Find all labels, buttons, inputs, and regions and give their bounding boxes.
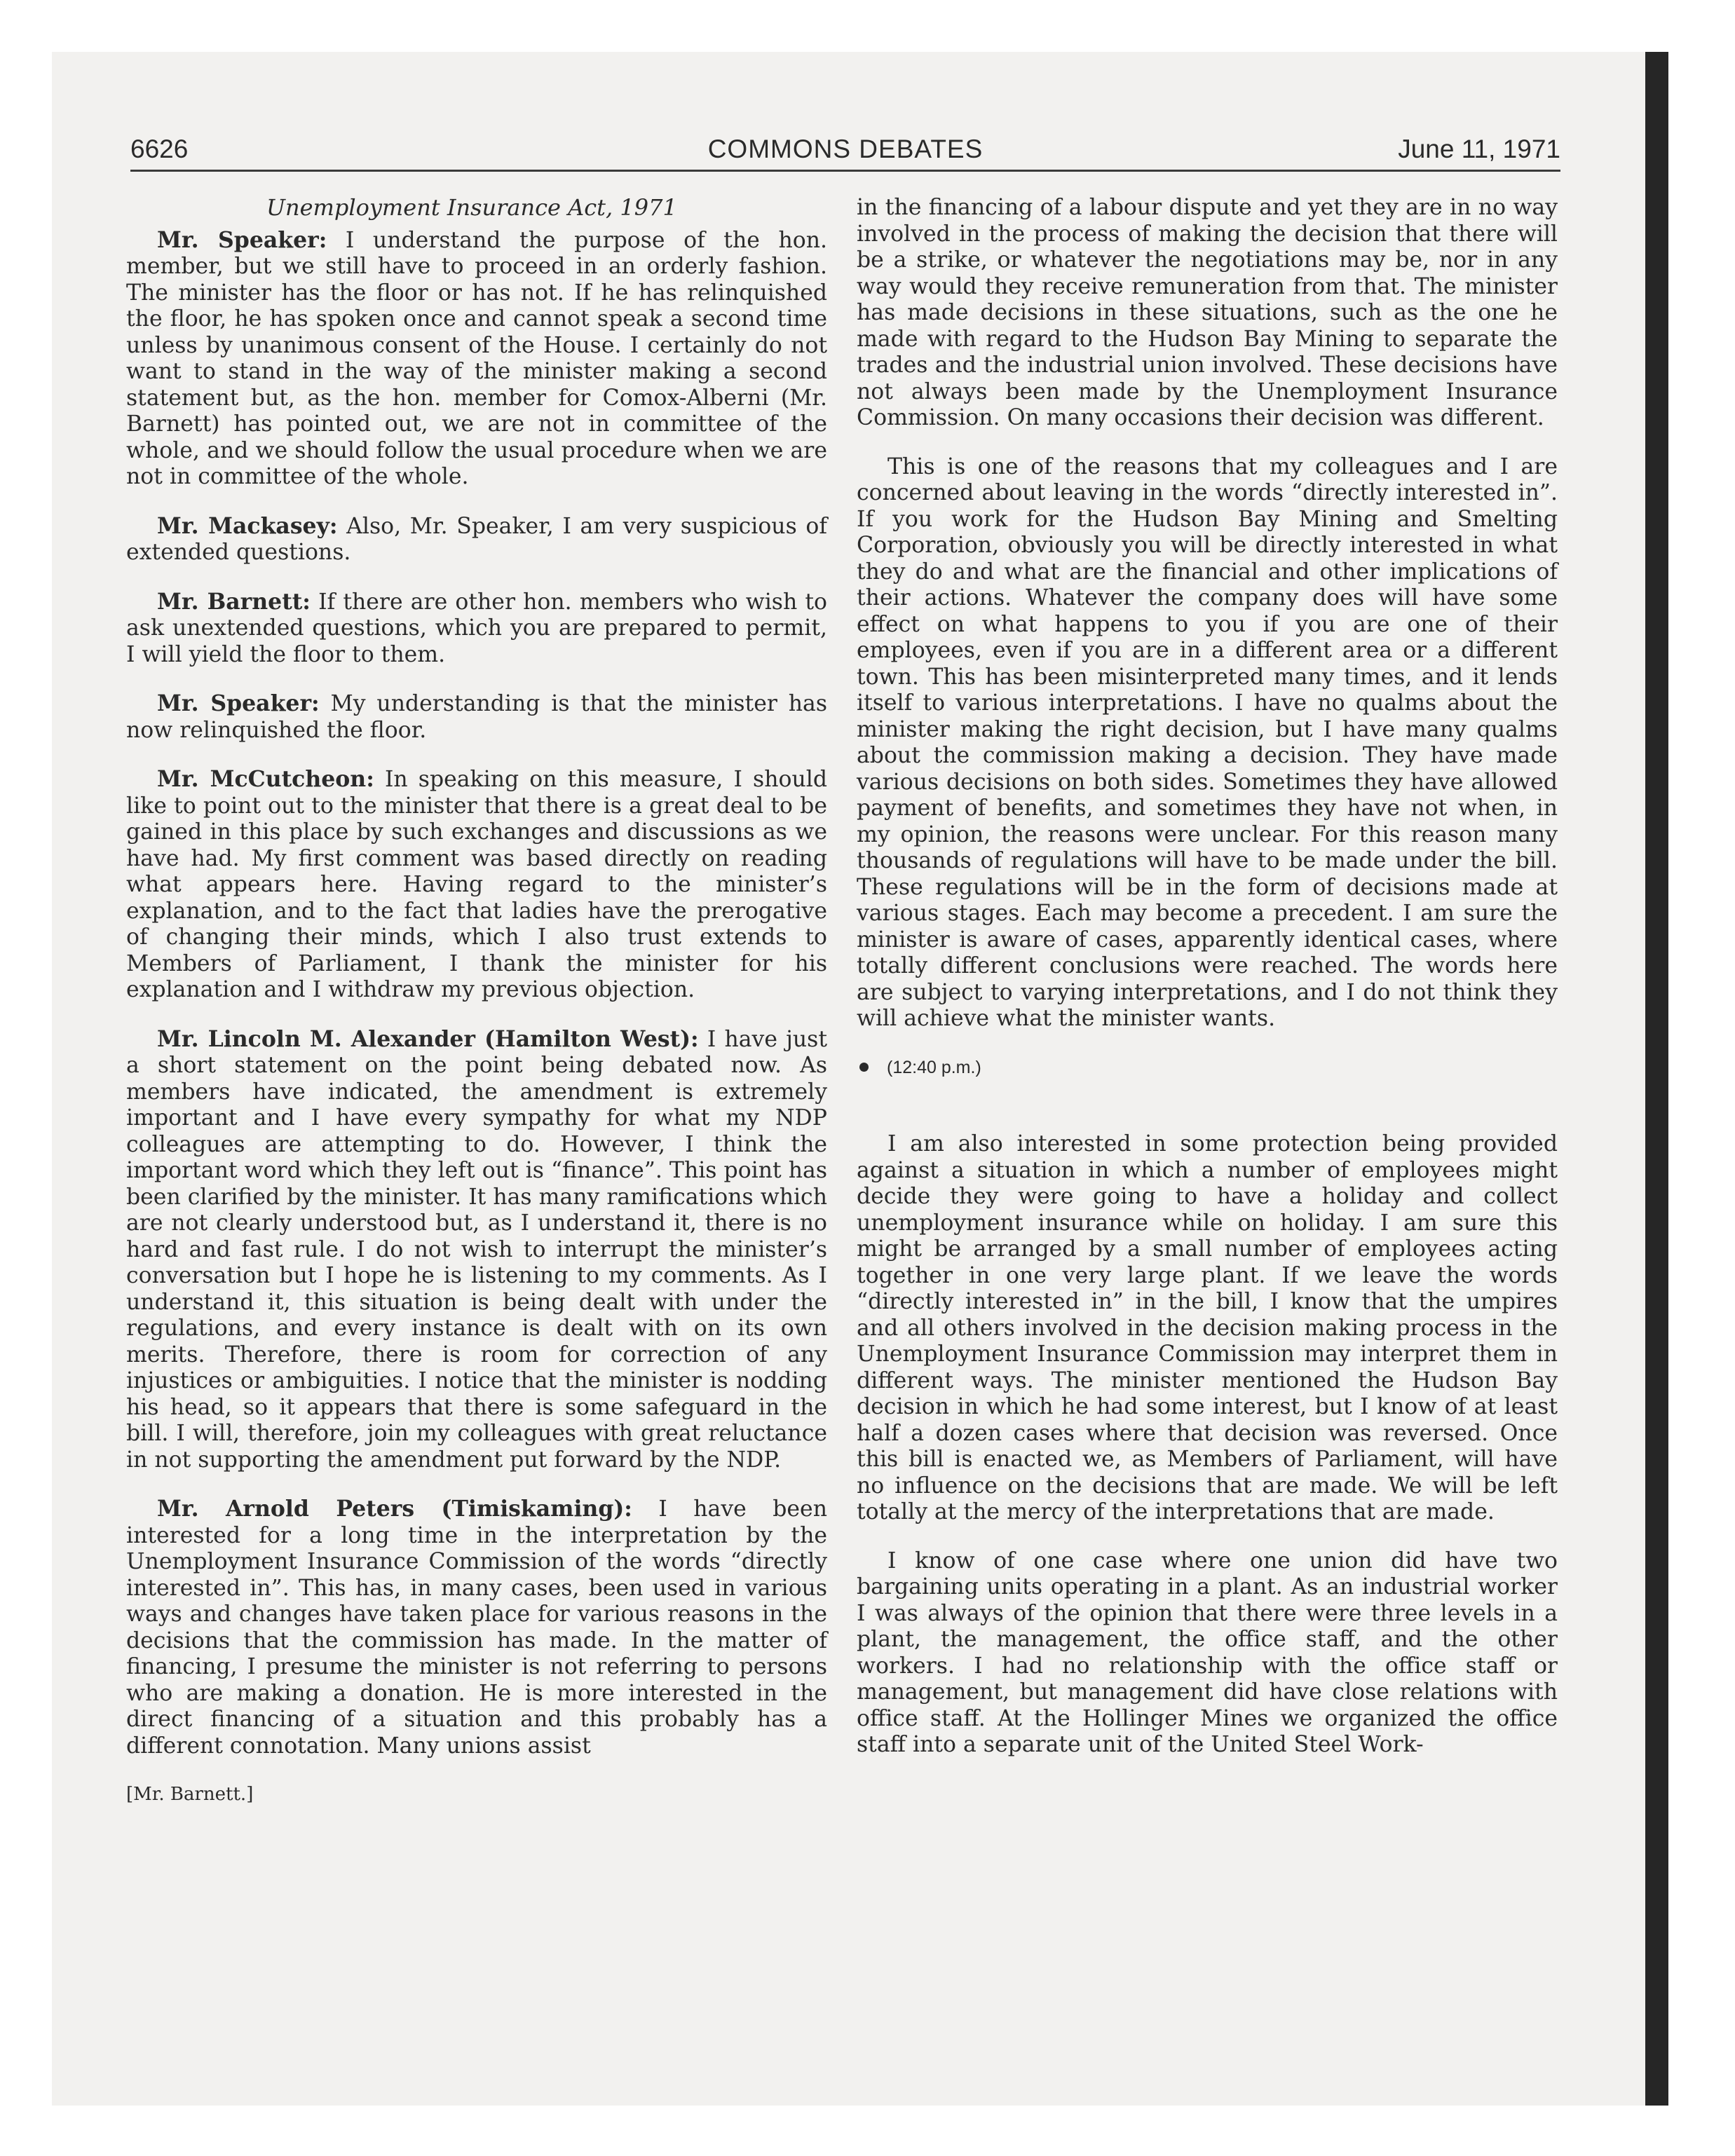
running-header xyxy=(130,135,1560,172)
speaker-name: Mr. Speaker: xyxy=(157,690,320,716)
speaker-name: Mr. McCutcheon: xyxy=(157,766,374,792)
bullet-icon xyxy=(859,1063,869,1072)
time-marker xyxy=(857,1055,1558,1082)
paragraph-text: In speaking on this measure, I should like to point out to the minister that there is a great deal to be gained in this place by such exchanges and discussions as we have had. My first comment was based directly on reading what appears here. Having regard to the minister’s explanation, and to the fact that ladies have the prerogative of changing their minds, which I also trust extends to Members of Parliament, I thank the minister for his explanation and I withdraw my previous objection. xyxy=(126,767,827,1002)
paragraph-barnett xyxy=(126,589,827,669)
paragraph-bargaining-units: I know of one case where one union did have two bargaining units operating in a plant. As an industrial worker I was always of the opinion that there were three levels in a plant, the management, the office staff, and the other workers. I had no relationship with the office staff or management, but management did have close relations with office staff. At the Hollinger Mines we organized the office staff into a separate unit of the United Steel Work- xyxy=(857,1548,1558,1757)
speaker-name: Mr. Barnett: xyxy=(157,588,311,615)
speaker-name: Mr. Arnold Peters (Timiskaming): xyxy=(157,1496,632,1522)
paragraph-peters xyxy=(126,1496,827,1759)
paragraph-protection: I am also interested in some protection being provided against a situation in which a number of employees might decide they were going to have a holiday and collect unemployment insurance while on holiday. I am sure this might be arranged by a small number of employees acting together in one very large plant. If we leave the words “directly interested in” in the bill, I know that the umpires and all others involved in the decision making process in the Unemployment Insurance Commission may interpret them in different ways. The minister mentioned the Hudson Bay decision in which he had some interest, but I know of at least half a dozen cases where that decision was reversed. Once this bill is enacted we, as Members of Parliament, will have no influence on the decisions that are made. We will be left totally at the mercy of the interpretations that are made. xyxy=(857,1131,1558,1524)
scan-edge-shadow xyxy=(1645,52,1668,2106)
speaker-name: Mr. Mackasey: xyxy=(157,512,338,539)
header-date: June 11, 1971 xyxy=(1398,135,1560,163)
paragraph-directly-interested: This is one of the reasons that my colleagues and I are concerned about leaving in the words “directly interested in”. If you work for the Hudson Bay Mining and Smelting Corporation, obviously you will be directly interested in what they do and what are the financial and other implications of their actions. Whatever the company does will have some effect on what happens to you if you are one of their employees, even if you are in a different area or a different town. This has been misinterpreted many times, and it lends itself to various interpretations. I have no qualms about the minister making the right decision, but I have many qualms about the commission making a decision. They have made various decisions on both sides. Sometimes they have allowed payment of benefits, and sometimes they have not when, in my opinion, the reasons were unclear. For this reason many thousands of regulations will have to be made under the bill. These regulations will be in the form of decisions made at various stages. Each may become a precedent. I am sure the minister is aware of cases, apparently identical cases, where totally different conclusions were reached. The words here are subject to varying interpretations, and I do not think they will achieve what the minister wants. xyxy=(857,453,1558,1031)
paragraph-continued: in the financing of a labour dispute and yet they are in no way involved in the process of making the decision that there will be a strike, or whatever the negotiations may be, nor in any way would they receive remuneration from that. The minister has made decisions in these situations, such as the one he made with regard to the Hudson Bay Mining to separate the trades and the industrial union involved. These decisions have not always been made by the Unemployment Insurance Commission. On many occasions their decision was different. xyxy=(857,195,1558,430)
speaker-name: Mr. Speaker: xyxy=(157,226,327,253)
paragraph-mackasey xyxy=(126,513,827,566)
paragraph-text: Also, Mr. Speaker, I am very suspicious of extended questions. xyxy=(126,513,827,565)
left-column xyxy=(126,195,827,1808)
paragraph-speaker-2 xyxy=(126,690,827,744)
paragraph-speaker-1 xyxy=(126,227,827,491)
paragraph-text: I have been interested for a long time in the interpretation by the Unemployment Insurance Commission of the words “directly interested in”. This has, in many cases, been used in various ways and changes have taken place for various reasons in the decisions that the commission has made. In the matter of financing, I presume the minister is not referring to persons who are making a donation. He is more interested in the direct financing of a situation and this probably has a different connotation. Many unions assist xyxy=(126,1496,827,1759)
paragraph-text: I understand the purpose of the hon. member, but we still have to proceed in an orderly fashion. The minister has the floor or has not. If he has relinquished the floor, he has spoken once and cannot speak a second time unless by unanimous consent of the House. I certainly do not want to stand in the way of the minister making a second statement but, as the hon. member for Comox-Alberni (Mr. Barnett) has pointed out, we are not in committee of the whole, and we should follow the usual procedure when we are not in committee of the whole. xyxy=(126,227,827,489)
time-marker-text: (12:40 p.m.) xyxy=(887,1057,981,1077)
paragraph-text: My understanding is that the minister has now relinquished the floor. xyxy=(126,691,827,743)
right-column xyxy=(857,195,1558,1781)
journal-title: COMMONS DEBATES xyxy=(707,135,984,163)
paragraph-alexander xyxy=(126,1026,827,1474)
paragraph-mccutcheon xyxy=(126,766,827,1004)
footer-note: [Mr. Barnett.] xyxy=(126,1784,254,1805)
speaker-name: Mr. Lincoln M. Alexander (Hamilton West): xyxy=(157,1025,699,1052)
section-title: Unemployment Insurance Act, 1971 xyxy=(266,194,677,221)
page-number: 6626 xyxy=(130,135,189,163)
paragraph-text: I have just a short statement on the point being debated now. As members have indicated, the amendment is extremely important and I have every sympathy for what my NDP colleagues are attempting to do. However, I think the important word which they left out is “finance”. This point has been clarified by the minister. It has many ramifications which are not clearly understood but, as I understand it, there is no hard and fast rule. I do not wish to interrupt the minister’s conversation but I hope he is listening to my comments. As I understand it, this situation is being dealt with under the regulations, and every instance is dealt with on its own merits. Therefore, there is room for correction of any injustices or ambiguities. I notice that the minister is nodding his head, so it appears that there is some safeguard in the bill. I will, therefore, join my colleagues with great reluctance in not supporting the amendment put forward by the NDP. xyxy=(126,1026,827,1473)
paragraph-text: If there are other hon. members who wish to ask unextended questions, which you are prepared to permit, I will yield the floor to them. xyxy=(126,589,828,667)
